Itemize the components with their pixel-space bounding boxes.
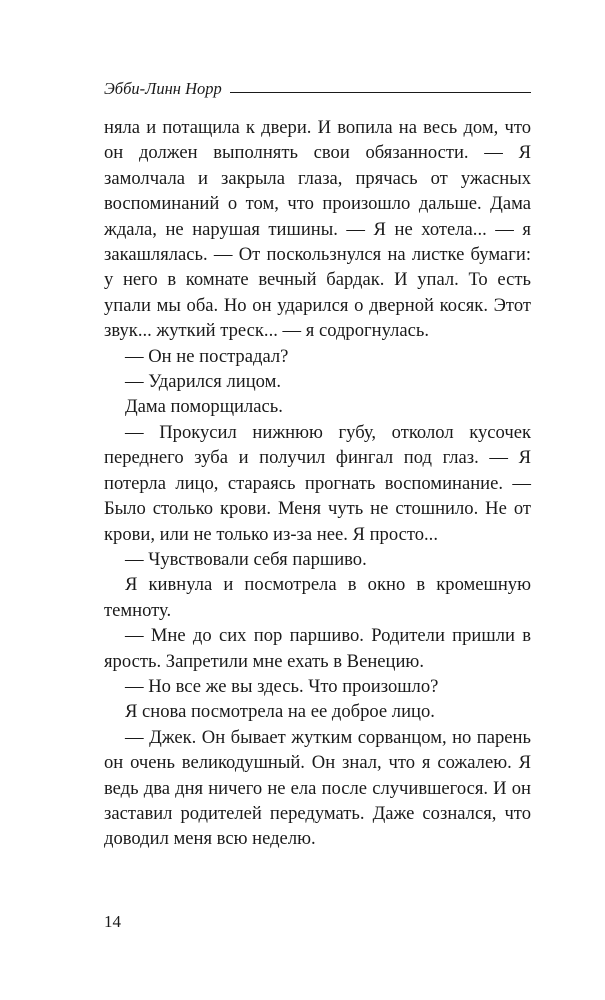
paragraph: — Мне до сих пор паршиво. Родители пришли в ярость. Запретили мне ехать в Венецию.	[104, 625, 531, 672]
paragraph: — Он не пострадал?	[125, 345, 289, 367]
paragraph: — Джек. Он бывает жутким сорванцом, но парень он очень великодушный. Он знал, что я сожалею. Я ведь два дня ничего не ела после случившегося. И он заставил родителей передумать. Даже сознался, что доводил меня всю неделю.	[104, 726, 531, 850]
text-block	[104, 115, 531, 852]
header-author: Эбби-Линн Норр	[104, 79, 222, 98]
paragraph: няла и потащила к двери. И вопила на весь дом, что он должен выполнять свои обязанности. — Я замолчала и закрыла глаза, прячась от ужасных воспоминаний о том, что произошло дальше. Дама ждала, не нарушая тишины. — Я не хотела... — я закашлялась. — От поскользнулся на листке бумаги: у него в комнате вечный бардак. И упал. То есть упали мы оба. Но он ударился о дверной косяк. Этот звук... жуткий треск... — я содрогнулась.	[104, 117, 531, 342]
paragraph: — Но все же вы здесь. Что произошло?	[125, 675, 439, 697]
page-number: 14	[104, 912, 121, 931]
header-rule	[230, 92, 531, 93]
paragraph: Дама поморщилась.	[125, 396, 283, 418]
paragraph: — Ударился лицом.	[125, 371, 282, 393]
paragraph: Я кивнула и посмотрела в окно в кромешную темноту.	[104, 574, 531, 621]
running-header	[104, 77, 531, 99]
paragraph: Я снова посмотрела на ее доброе лицо.	[125, 701, 435, 723]
paragraph: — Прокусил нижнюю губу, отколол кусочек переднего зуба и получил фингал под глаз. — Я потерла лицо, стараясь прогнать воспоминание. — Было столько крови. Меня чуть не стошнило. Не от крови, или не только из-за нее. Я просто...	[104, 421, 531, 545]
paragraph: — Чувствовали себя паршиво.	[125, 548, 367, 570]
